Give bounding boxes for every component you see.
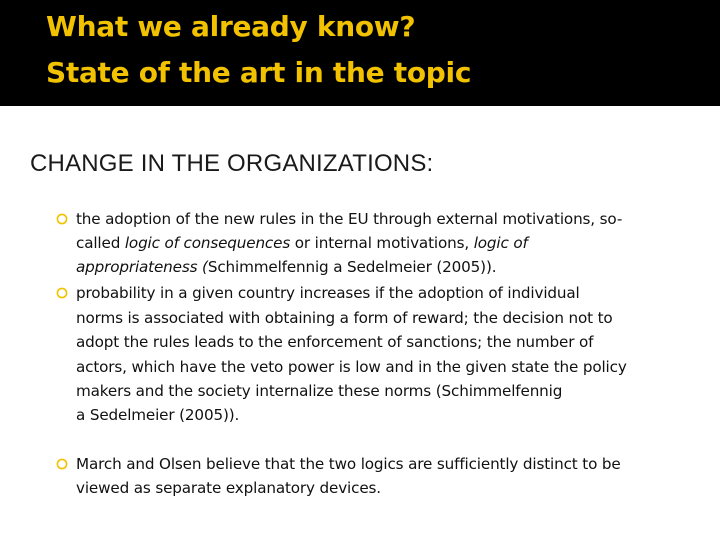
- bullet-2-line-4: actors, which have the veto power is low and in the given state the policy: [76, 358, 627, 376]
- bullet-3-line-1: March and Olsen believe that the two logics are sufficiently distinct to be: [76, 455, 621, 473]
- bullet-1-line-1: the adoption of the new rules in the EU through external motivations, so-: [76, 210, 623, 228]
- italic-term-logic-of-consequences: logic of consequences: [124, 234, 291, 252]
- bullet-2-line-1: probability in a given country increases if the adoption of individual: [76, 284, 580, 302]
- bullet-1-line-3: appropriateness (Schimmelfennig a Sedelmeier (2005)).: [76, 258, 497, 276]
- title-bar: [0, 0, 720, 106]
- hollow-circle-icon: [56, 287, 68, 299]
- slide-title-line-1: What we already know?: [46, 10, 416, 43]
- hollow-circle-icon: [56, 458, 68, 470]
- italic-term-appropriateness: appropriateness (: [76, 258, 208, 276]
- bullet-3-line-2: viewed as separate explanatory devices.: [76, 479, 381, 497]
- hollow-circle-icon: [56, 213, 68, 225]
- bullet-2-line-2: norms is associated with obtaining a form of reward; the decision not to: [76, 309, 613, 327]
- slide-title-line-2: State of the art in the topic: [46, 56, 472, 89]
- italic-term-logic-of: logic of: [473, 234, 528, 252]
- bullet-2-line-3: adopt the rules leads to the enforcement of sanctions; the number of: [76, 333, 594, 351]
- bullet-1-line-2: called logic of consequences or internal motivations, logic of: [76, 234, 528, 252]
- bullet-2-line-6: a Sedelmeier (2005)).: [76, 406, 240, 424]
- section-heading: CHANGE IN THE ORGANIZATIONS:: [30, 150, 434, 177]
- bullet-2-line-5: makers and the society internalize these norms (Schimmelfennig: [76, 382, 563, 400]
